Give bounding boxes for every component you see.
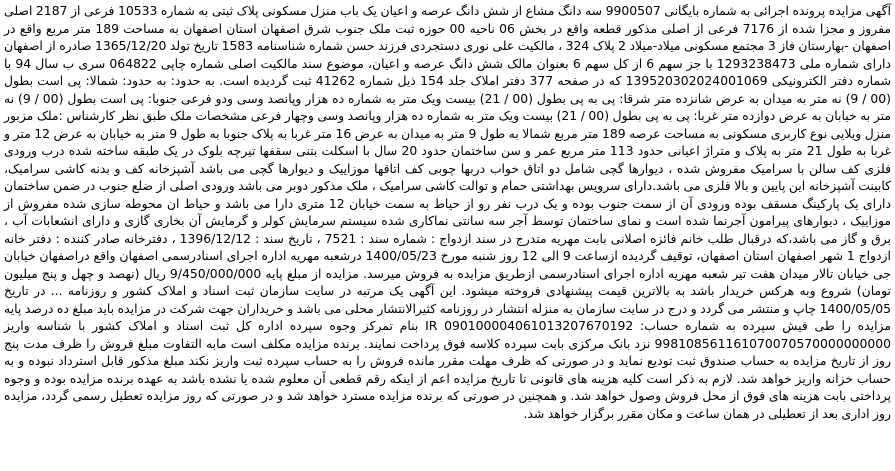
auction-notice-body: آگهی مزایده پرونده اجرائی به شماره بایگانی 9900507 سه دانگ مشاع از شش دانگ عرصه و اعیان یک باب منزل مسکونی پلاک ثبتی به شماره 10533 فرعی از 2187 اصلی مفروز و مجزا شده از 7176 فرعی از اصلی مذکور قطعه واقع در بخش 06 ناحیه 00 حوزه ثبت ملک جنوب شرق اصفهان استان اصفهان به مساحت 189 متر مربع واقع در اصفهان -بهارستان فاز 3 مجتمع مسکونی میلاد-میلاد 2 پلاک 324 ، مالکیت علی نوری دستجردی فرزند حسن شماره شناسنامه 1583 تاریخ تولد 1365/12/20 صادره از اصفهان دارای شماره ملی 1293238473 با جز سهم 6 از کل سهم 6 بعنوان مالک شش دانگ عرصه و اعیان، موضوع سند مالکیت اصلی شماره چاپی 064822 سری ب سال 94 با شماره دفتر الکترونیکی 139520302024001069 که در صفحه 377 دفتر املاک جلد 154 ذیل شماره 41262 ثبت گردیده است. به حدود: به حدود: شمالا: پی است بطول (00 / 9) نه متر به میدان به عرض شانزده متر شرقا: پی به پی بطول (00 / 21) بیست ویک متر به شماره ده هزار وپانصد وسی ودو فرعی جنوبا: پی است بطول (00 / 9) نه متر به خیابان به عرض دوازده متر غربا: پی به پی بطول (00 / 21) بیست ویک متر به شماره ده هزار وپانصد وسی وچهار فرعی مشخصات ملک طبق نظر کارشناس :ملک مزبور منزل ویلایی نوع کاربری مسکونی به مساحت عرصه 189 متر مربع شمالا به طول 9 متر به میدان به عرض 16 متر غربا به پلاک جنوبا به طول 9 متر به خیابان به عرض 12 متر و غربا به طول 21 متر به پلاک و متراژ اعیانی حدود 113 متر مربع عمر و سن ساختمان حدود 20 سال با اسکلت بتنی سقفها تیرچه بلوک در یک طبقه ساخته شده درب ورودی فلزی کف سالن با سرامیک مفروش شده ، دیوارها گچی شامل دو اتاق خواب دربها چوبی کف اتاقها موزاییک و دیوارها گچی می باشد آشپزخانه کف و بدنه کاشی سرامیک، کابینت آشپزخانه این پایین و بالا فلزی می باشد.دارای سرویس بهداشتی حمام و توالت کاشی سرامیک ، ملک مذکور دوبر می باشد ورودی اصلی از ضلع جنوب در ضمن ساختمان دارای یک پارکینگ مسقف بوده ورودی آن از سمت جنوب بوده و یک درب نفر رو از حیاط به سمت خیابان 12 متری دارا می باشد و حیاط ان محوطه سازی شده مفروش از موزاییک ، دیوارهای پیرامون آجرنما شده است و نمای ساختمان توسط آجر سه سانتی نماکاری شده سیستم سرمایش کولر و گرمایش آن بخاری گازی و دارای انشعابات آب ، برق و گاز می باشد،که درقبال طلب خانم فائزه اصلانی بابت مهریه متدرج در سند ازدواج : شماره سند : 7521 ، تاریخ سند : 1396/12/12 ، دفترخانه صادر کننده : دفتر خانه ازدواج 1 شهر اصفهان استان اصفهان، توقیف گردیده ازساعت 9 الی 12 روز شنبه مورخ 1400/05/23 درشعبه مهریه اداره اجرای اسنادرسمی اصفهان واقع دراصفهان خیابان جی خیابان تالار میدان هفت تیر شعبه مهریه اداره اجرای اسنادرسمی ازطریق مزایده به فروش میرسد. مزایده از مبلغ پایه 9/450/000/000 ریال (نهصد و چهل و پنج میلیون تومان) شروع وبه هرکس خریدار باشد به بالاترین قیمت پیشنهادی فروخته میشود. این آگهی یک مرتبه در سایت سازمان ثبت اسناد و املاک کشور و روزنامه ... در تاریخ 1400/05/05 چاپ و منتشر می گردد و درج در سایت سازمان به منزله انتشار در روزنامه کثیرالانتشار محلی می باشد و خریداران جهت شرکت در مزایده باید مبلغ ده درصد پایه مزایده را طی فیش سپرده به شماره حساب: IR 090100004061013207670192 بنام تمرکز وجوه سپرده اداره کل ثبت اسناد و املاک کشور با شناسه واریز 998108561161070070570000000000 نزد بانک مرکزی بابت سپرده کلاسه فوق پرداخت نمایند. برنده مزایده مکلف است مابه التفاوت مبلغ فروش را ظرف مدت پنج روز از تاریخ مزایده به حساب صندوق ثبت تودیع نماید و در صورتی که ظرف مهلت مقرر مانده فروش را به حساب سپرده ثبت واریز نکند مبلغ مذکور قابل استرداد نبوده و به حساب خزانه واریز خواهد شد. لازم به ذکر است کلیه هزینه های قانونی تا تاریخ مزایده اعم از اینکه رقم قطعی آن معلوم شده یا نشده باشد به عهده برنده مزایده بوده و وجوه پرداختی بابت هزینه های فوق از محل فروش وصول خواهد شد. و همچنین در صورتی که برنده مزایده مسترد خواهد شد و در صورتی که روز مزایده تعطیل رسمی گردد، مزایده روز اداری بعد از تعطیلی در همان ساعت و مکان مقرر برگزار خواهد شد. — [4, 3, 892, 421]
